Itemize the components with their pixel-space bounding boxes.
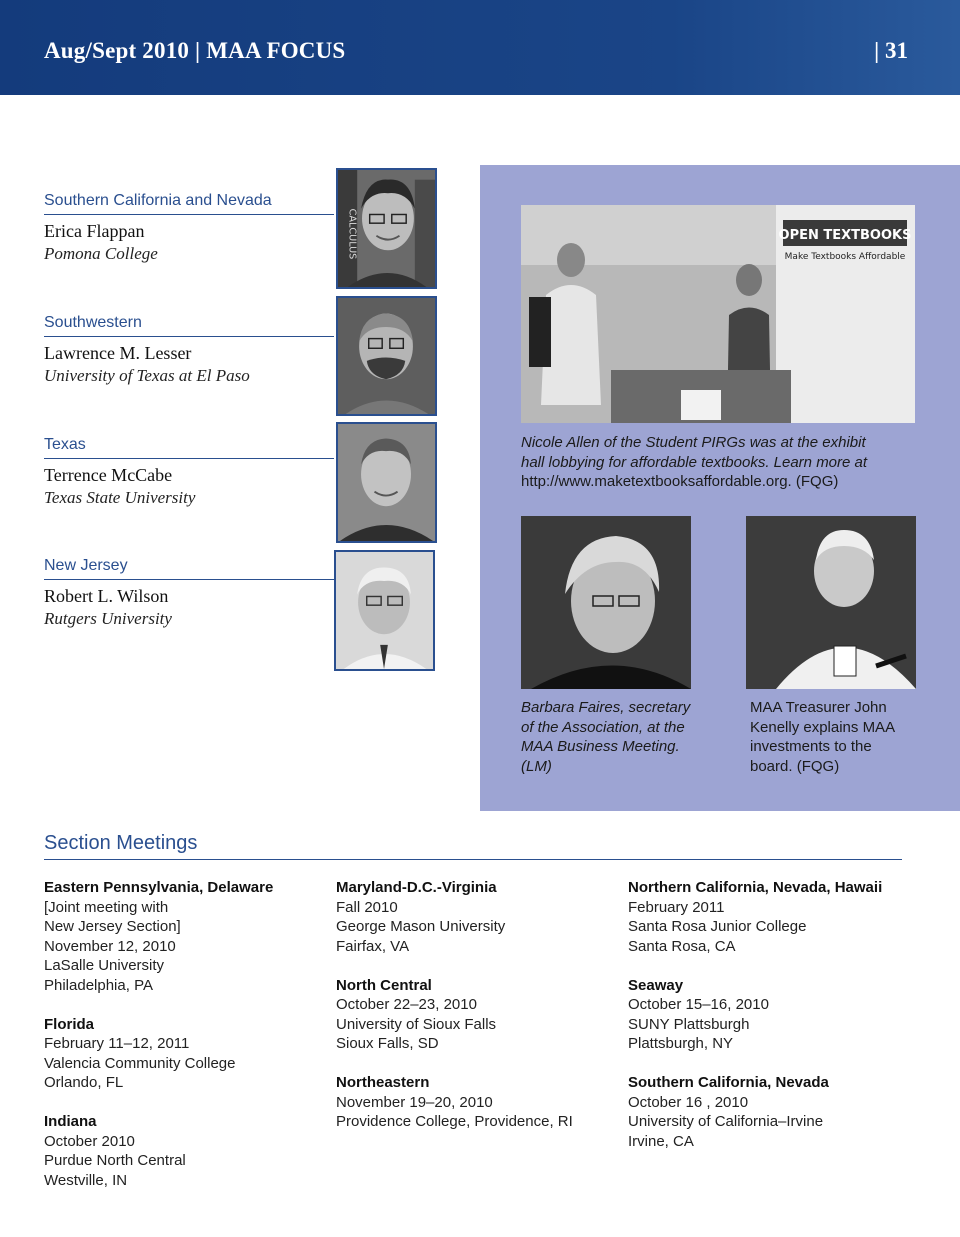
meeting-detail: SUNY Plattsburgh <box>628 1015 750 1033</box>
meeting-section-name: Florida <box>44 1015 95 1033</box>
meeting-section-name: Eastern Pennsylvania, Delaware <box>44 879 274 896</box>
meeting-detail: Fall 2010 <box>336 898 398 916</box>
meeting-entry <box>628 878 908 956</box>
meeting-detail: Purdue North Central <box>44 1152 186 1169</box>
meeting-detail: University of Sioux Falls <box>336 1015 497 1033</box>
meeting-detail: George Mason University <box>336 918 506 935</box>
meetings-column <box>44 878 324 1210</box>
meetings-column <box>336 878 616 1151</box>
person-entry <box>44 436 334 508</box>
caption-line: (LM) <box>521 757 552 775</box>
person-entry <box>44 192 334 264</box>
booth-caption <box>521 433 921 492</box>
caption-line: board. (FQG) <box>750 757 840 775</box>
person-name: Terrence McCabe <box>44 465 173 485</box>
meeting-entry <box>44 878 324 995</box>
meeting-detail: Westville, IN <box>44 1171 128 1189</box>
meeting-detail: February 11–12, 2011 <box>44 1035 190 1052</box>
person-name: Erica Flappan <box>44 221 145 241</box>
booth-photo <box>521 205 915 423</box>
person-institution: Rutgers University <box>44 609 172 628</box>
meeting-detail: October 16 , 2010 <box>628 1093 749 1111</box>
section-region: New Jersey <box>44 557 334 580</box>
meeting-detail: Philadelphia, PA <box>44 976 153 994</box>
caption-line: Barbara Faires, secretary <box>521 699 691 716</box>
meeting-detail: New Jersey Section] <box>44 918 181 935</box>
meeting-detail: Providence College, Providence, RI <box>336 1113 573 1130</box>
book-spine-text: CALCULUS <box>346 208 358 260</box>
meeting-entry <box>44 1112 324 1190</box>
person-institution: Texas State University <box>44 488 196 507</box>
section-region: Southwestern <box>44 314 334 337</box>
meeting-detail: University of California–Irvine <box>628 1113 824 1130</box>
portrait-photo <box>336 168 437 289</box>
page-number: | 31 <box>874 38 908 63</box>
meeting-detail: LaSalle University <box>44 957 165 974</box>
meeting-detail: Plattsburgh, NY <box>628 1035 734 1052</box>
meeting-detail: October 15–16, 2010 <box>628 996 769 1013</box>
meeting-detail: Santa Rosa, CA <box>628 937 736 955</box>
section-region: Southern California and Nevada <box>44 192 334 215</box>
person-institution: University of Texas at El Paso <box>44 366 250 385</box>
meeting-detail: Irvine, CA <box>628 1132 694 1150</box>
meeting-entry <box>336 878 616 956</box>
person-name: Robert L. Wilson <box>44 586 169 606</box>
meeting-entry <box>336 1073 616 1132</box>
person-institution: Pomona College <box>44 244 158 263</box>
sign-subtitle: Make Textbooks Affordable <box>784 252 906 262</box>
meeting-section-name: North Central <box>336 976 432 994</box>
photo-panel <box>480 165 960 811</box>
meeting-detail: Fairfax, VA <box>336 937 410 955</box>
meeting-detail: Santa Rosa Junior College <box>628 918 807 935</box>
page-header <box>0 0 960 95</box>
portrait-photo <box>336 422 437 543</box>
meeting-section-name: Indiana <box>44 1113 97 1130</box>
meeting-detail: November 12, 2010 <box>44 937 176 955</box>
caption-line: MAA Business Meeting. <box>521 738 680 755</box>
person-entry <box>44 557 334 629</box>
caption-line <box>521 472 921 492</box>
meeting-detail: [Joint meeting with <box>44 898 169 916</box>
meeting-section-name: Seaway <box>628 976 684 994</box>
meeting-detail: October 22–23, 2010 <box>336 996 477 1013</box>
meeting-section-name: Maryland-D.C.-Virginia <box>336 879 497 896</box>
meeting-detail: Orlando, FL <box>44 1074 124 1091</box>
portrait-photo <box>334 550 435 671</box>
meeting-entry <box>628 976 908 1054</box>
meeting-detail: November 19–20, 2010 <box>336 1093 493 1111</box>
header-title: Aug/Sept 2010 | MAA FOCUS <box>44 38 346 63</box>
meeting-detail: October 2010 <box>44 1132 135 1150</box>
caption-line: of the Association, at the <box>521 718 685 736</box>
meeting-detail: Sioux Falls, SD <box>336 1035 439 1052</box>
meeting-entry <box>336 976 616 1054</box>
portrait-photo <box>336 296 437 416</box>
section-region: Texas <box>44 436 334 459</box>
meeting-section-name: Northern California, Nevada, Hawaii <box>628 879 883 896</box>
section-meetings-title: Section Meetings <box>44 832 902 860</box>
sign-title: OPEN TEXTBOOKS <box>778 228 912 243</box>
faires-photo <box>521 516 691 689</box>
meeting-detail: February 2011 <box>628 898 725 916</box>
meeting-entry <box>628 1073 908 1151</box>
caption-line: investments to the <box>750 738 872 755</box>
kenelly-photo <box>746 516 916 689</box>
person-name: Lawrence M. Lesser <box>44 343 192 363</box>
meetings-column <box>628 878 908 1171</box>
faires-caption <box>521 698 721 776</box>
meeting-section-name: Northeastern <box>336 1074 430 1091</box>
caption-line: Kenelly explains MAA <box>750 718 896 736</box>
caption-line: hall lobbying for affordable textbooks. Learn more at <box>521 453 868 471</box>
caption-url: http://www.maketextbooksaffordable.org. (FQG) <box>521 473 839 490</box>
caption-line: Nicole Allen of the Student PIRGs was at the exhibit <box>521 434 866 451</box>
kenelly-caption <box>750 698 950 776</box>
caption-line: MAA Treasurer John <box>750 699 887 716</box>
meeting-section-name: Southern California, Nevada <box>628 1074 829 1091</box>
person-entry <box>44 314 334 386</box>
meeting-detail: Valencia Community College <box>44 1054 236 1072</box>
meeting-entry <box>44 1015 324 1093</box>
